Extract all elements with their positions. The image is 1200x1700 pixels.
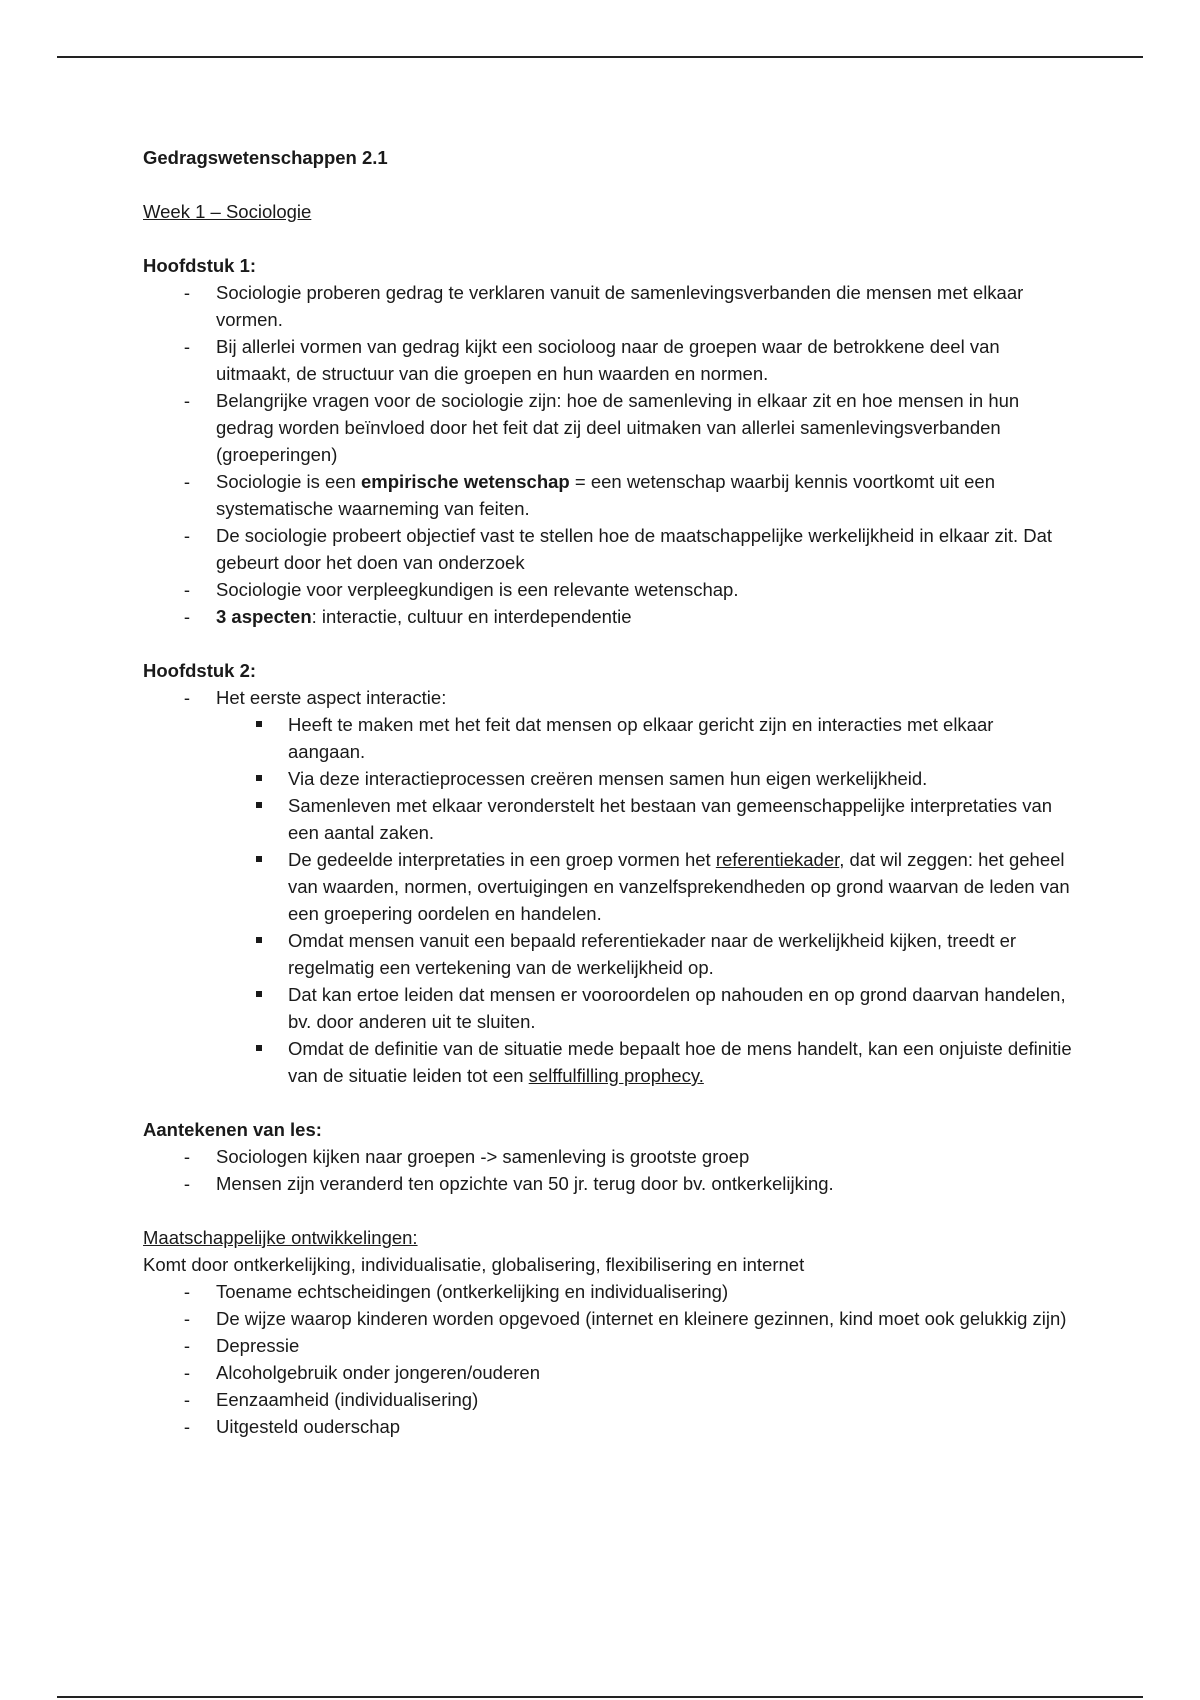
list-item-text: Omdat mensen vanuit een bepaald referentiekader naar de werkelijkheid kijken, treedt er regelmatig een vertekening van de werkelijkheid op. bbox=[288, 930, 1017, 978]
list-item-text: Via deze interactieprocessen creëren mensen samen hun eigen werkelijkheid. bbox=[288, 768, 928, 789]
list-item-text: Sociologen kijken naar groepen -> samenleving is grootste groep bbox=[216, 1146, 750, 1167]
square-bullet-icon bbox=[256, 856, 262, 862]
list-item-text: : interactie, cultuur en interdependentie bbox=[311, 606, 632, 627]
list-item-text: Toename echtscheidingen (ontkerkelijking en individualisering) bbox=[216, 1281, 729, 1302]
chapter-2-list bbox=[143, 684, 1073, 711]
list-item bbox=[143, 1170, 1073, 1197]
document-title: Gedragswetenschappen 2.1 bbox=[143, 147, 388, 168]
list-item-text: De wijze waarop kinderen worden opgevoed (internet en kleinere gezinnen, kind moet ook gelukkig zijn) bbox=[216, 1308, 1067, 1329]
list-item-text: Sociologie is een bbox=[216, 471, 362, 492]
list-item bbox=[143, 522, 1073, 576]
list-item-text: De gedeelde interpretaties in een groep vormen het bbox=[288, 849, 716, 870]
list-item bbox=[143, 1413, 1073, 1440]
dash-marker: - bbox=[183, 579, 191, 600]
list-item-text: Sociologie voor verpleegkundigen is een relevante wetenschap. bbox=[216, 579, 739, 600]
list-item-text: = een wetenschap waarbij kennis voortkomt uit een systematische waarneming van feiten. bbox=[216, 471, 995, 519]
list-item bbox=[143, 576, 1073, 603]
dash-marker: - bbox=[183, 390, 191, 411]
list-item bbox=[143, 333, 1073, 387]
sub-list-item bbox=[143, 792, 1073, 846]
dash-marker: - bbox=[183, 606, 191, 627]
notes-heading: Aantekenen van les: bbox=[143, 1119, 322, 1140]
square-bullet-icon bbox=[256, 991, 262, 997]
list-item bbox=[143, 1359, 1073, 1386]
square-bullet-icon bbox=[256, 1045, 262, 1051]
developments-list bbox=[143, 1278, 1073, 1440]
chapter-1-list bbox=[143, 279, 1073, 630]
sub-list-item bbox=[143, 981, 1073, 1035]
square-bullet-icon bbox=[256, 802, 262, 808]
sub-list-item bbox=[143, 765, 1073, 792]
chapter-2-heading: Hoofdstuk 2: bbox=[143, 660, 257, 681]
list-item bbox=[143, 603, 1073, 630]
list-item-text: Omdat de definitie van de situatie mede bepaalt hoe de mens handelt, kan een onjuiste definitie van de situatie leiden tot een bbox=[288, 1038, 1072, 1086]
dash-marker: - bbox=[183, 525, 191, 546]
chapter-1-heading: Hoofdstuk 1: bbox=[143, 255, 257, 276]
list-item-text: Mensen zijn veranderd ten opzichte van 50 jr. terug door bv. ontkerkelijking. bbox=[216, 1173, 834, 1194]
week-heading: Week 1 – Sociologie bbox=[143, 201, 312, 222]
list-item-text: Bij allerlei vormen van gedrag kijkt een socioloog naar de groepen waar de betrokkene deel van uitmaakt, de structuur van die groepen en hun waarden en normen. bbox=[216, 336, 1000, 384]
list-item bbox=[143, 1143, 1073, 1170]
list-item bbox=[143, 1278, 1073, 1305]
dash-marker: - bbox=[183, 1335, 191, 1356]
list-item-text: Uitgesteld ouderschap bbox=[216, 1416, 401, 1437]
sub-list-item bbox=[143, 927, 1073, 981]
dash-marker: - bbox=[183, 336, 191, 357]
list-item bbox=[143, 1305, 1073, 1332]
sub-list-item bbox=[143, 711, 1073, 765]
square-bullet-icon bbox=[256, 721, 262, 727]
list-item bbox=[143, 468, 1073, 522]
list-item-text: De sociologie probeert objectief vast te stellen hoe de maatschappelijke werkelijkheid in elkaar zit. Dat gebeurt door het doen van onderzoek bbox=[216, 525, 1053, 573]
list-item-text: Eenzaamheid (individualisering) bbox=[216, 1389, 479, 1410]
developments-heading: Maatschappelijke ontwikkelingen: bbox=[143, 1227, 418, 1248]
notes-list bbox=[143, 1143, 1073, 1197]
list-item bbox=[143, 387, 1073, 468]
list-item bbox=[143, 1386, 1073, 1413]
list-item-text: Sociologie proberen gedrag te verklaren vanuit de samenlevingsverbanden die mensen met elkaar vormen. bbox=[216, 282, 1024, 330]
term-selffulfilling-prophecy: selffulfilling prophecy. bbox=[528, 1065, 704, 1086]
sub-list-item bbox=[143, 1035, 1073, 1089]
dash-marker: - bbox=[183, 282, 191, 303]
dash-marker: - bbox=[183, 687, 191, 708]
document-body bbox=[143, 144, 1073, 1440]
top-rule bbox=[57, 56, 1143, 58]
list-item-text: Depressie bbox=[216, 1335, 300, 1356]
dash-marker: - bbox=[183, 1173, 191, 1194]
chapter-2-sublist bbox=[143, 711, 1073, 1089]
list-item-text: Het eerste aspect interactie: bbox=[216, 687, 447, 708]
list-item-text: Dat kan ertoe leiden dat mensen er vooroordelen op nahouden en op grond daarvan handelen, bv. door anderen uit te sluiten. bbox=[288, 984, 1066, 1032]
list-item bbox=[143, 1332, 1073, 1359]
list-item-text: Samenleven met elkaar veronderstelt het bestaan van gemeenschappelijke interpretaties van een aantal zaken. bbox=[288, 795, 1053, 843]
dash-marker: - bbox=[183, 1416, 191, 1437]
list-item-text: Alcoholgebruik onder jongeren/ouderen bbox=[216, 1362, 540, 1383]
dash-marker: - bbox=[183, 1308, 191, 1329]
sub-list-item bbox=[143, 846, 1073, 927]
square-bullet-icon bbox=[256, 775, 262, 781]
developments-intro: Komt door ontkerkelijking, individualisatie, globalisering, flexibilisering en internet bbox=[143, 1254, 805, 1275]
list-item-text: , dat wil zeggen: het geheel van waarden, normen, overtuigingen en vanzelfsprekendheden op grond waarvan de leden van een groepering oordelen en handelen. bbox=[288, 849, 1070, 924]
dash-marker: - bbox=[183, 1281, 191, 1302]
dash-marker: - bbox=[183, 1389, 191, 1410]
dash-marker: - bbox=[183, 1146, 191, 1167]
dash-marker: - bbox=[183, 471, 191, 492]
list-item bbox=[143, 279, 1073, 333]
list-item-text: Belangrijke vragen voor de sociologie zijn: hoe de samenleving in elkaar zit en hoe mensen in hun gedrag worden beïnvloed door het feit dat zij deel uitmaken van allerlei samenlevingsverbanden (groeperingen) bbox=[216, 390, 1020, 465]
square-bullet-icon bbox=[256, 937, 262, 943]
list-item bbox=[143, 684, 1073, 711]
term-3-aspecten: 3 aspecten bbox=[216, 606, 312, 627]
term-referentiekader: referentiekader bbox=[715, 849, 840, 870]
list-item-text: Heeft te maken met het feit dat mensen op elkaar gericht zijn en interacties met elkaar aangaan. bbox=[288, 714, 994, 762]
dash-marker: - bbox=[183, 1362, 191, 1383]
term-empirische-wetenschap: empirische wetenschap bbox=[361, 471, 570, 492]
bottom-rule bbox=[57, 1696, 1143, 1698]
